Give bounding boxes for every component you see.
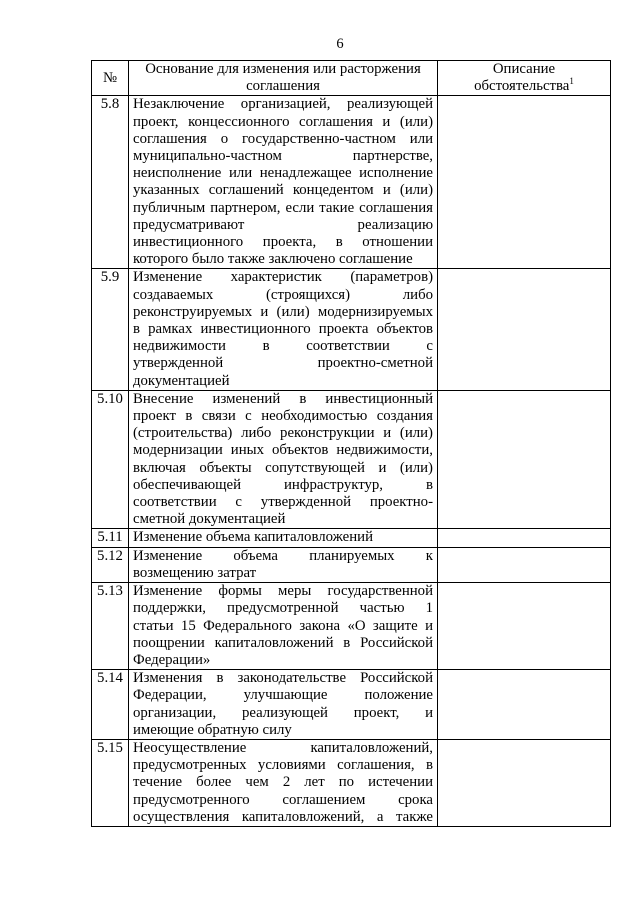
row-text-line: Внесение изменений в инвестиционный: [133, 390, 433, 407]
row-number: 5.11: [92, 529, 129, 547]
row-text-line: Изменение объема планируемых к: [133, 547, 433, 564]
row-text-line: которого было также заключено соглашение: [133, 251, 413, 268]
row-text-line: сметной документацией: [133, 511, 286, 528]
row-basis-text: [129, 529, 438, 547]
row-text-line: Федерации»: [133, 651, 211, 668]
row-text-line: предусмотренного соглашением срока: [133, 791, 433, 808]
row-number: 5.14: [92, 670, 129, 740]
footnote-mark: 1: [569, 76, 574, 87]
row-text-line: соответствии с утвержденной проектно-: [133, 494, 433, 511]
row-text-line: муниципально-частном партнерстве,: [133, 148, 433, 165]
header-number: №: [92, 61, 129, 96]
row-text-line: в рамках инвестиционного проекта объектов: [133, 321, 433, 338]
row-number: 5.12: [92, 547, 129, 582]
row-text-line: неисполнение или ненадлежащее исполнение: [133, 165, 433, 182]
row-description: [438, 390, 611, 529]
row-basis-text: [129, 96, 438, 269]
row-text-line: инвестиционного проекта, в отношении: [133, 234, 433, 251]
row-text-line: предусмотренных условиями соглашения, в: [133, 757, 433, 774]
row-text-line: возмещению затрат: [133, 564, 257, 581]
table-row: [92, 739, 611, 826]
table-row: [92, 269, 611, 390]
row-basis-text: [129, 390, 438, 529]
row-text-line: Изменение формы меры государственной: [133, 583, 433, 600]
row-text-line: течение более чем 2 лет по истечении: [133, 774, 433, 791]
page-number: 6: [336, 36, 344, 52]
row-number: 5.15: [92, 739, 129, 826]
row-text-line: Изменения в законодательстве Российской: [133, 670, 433, 687]
row-basis-text: [129, 547, 438, 582]
table-row: [92, 547, 611, 582]
row-text-line: модернизации иных объектов недвижимости,: [133, 442, 433, 459]
row-text-line: Федерации, улучшающие положение: [133, 687, 433, 704]
row-text-line: имеющие обратную силу: [133, 721, 292, 738]
row-text-line: обеспечивающей инфраструктур, в: [133, 476, 433, 493]
row-text-line: реконструируемых и (или) модернизируемых: [133, 303, 433, 320]
row-description: [438, 739, 611, 826]
header-basis-line: соглашения: [246, 78, 320, 95]
header-description-word: обстоятельства: [474, 78, 570, 95]
row-text-line: создаваемых (строящихся) либо: [133, 286, 433, 303]
row-description: [438, 269, 611, 390]
row-text-line: недвижимости в соответствии с: [133, 338, 433, 355]
table-row: [92, 670, 611, 740]
row-text-line: проект, концессионного соглашения и (или): [133, 113, 433, 130]
row-text-line: поощрении капиталовложений в Российской: [133, 634, 433, 651]
header-description-line: [442, 78, 606, 95]
header-basis-line: Основание для изменения или расторжения: [145, 61, 421, 77]
row-basis-text: [129, 739, 438, 826]
row-text-line: документацией: [133, 372, 230, 389]
row-basis-text: [129, 269, 438, 390]
row-text-line: (строительства) либо реконструкции и (или): [133, 425, 433, 442]
row-basis-text: [129, 670, 438, 740]
table-row: [92, 529, 611, 547]
row-text-line: указанных соглашений концедентом и (или): [133, 182, 433, 199]
grounds-table: [91, 60, 611, 827]
row-number: 5.9: [92, 269, 129, 390]
row-text-line: Незаключение организацией, реализующей: [133, 96, 433, 113]
row-text-line: публичным партнером, если такие соглашения: [133, 199, 433, 216]
row-description: [438, 583, 611, 670]
row-number: 5.13: [92, 583, 129, 670]
row-description: [438, 529, 611, 547]
table-row: [92, 583, 611, 670]
header-description-line: Описание: [492, 61, 556, 77]
row-description: [438, 547, 611, 582]
row-text-line: предусматривают реализацию: [133, 216, 433, 233]
row-basis-text: [129, 583, 438, 670]
row-text-line: Изменение объема капиталовложений: [133, 529, 374, 546]
row-number: 5.8: [92, 96, 129, 269]
row-text-line: статьи 15 Федерального закона «О защите и: [133, 617, 433, 634]
header-basis: [129, 61, 438, 96]
row-text-line: поддержки, предусмотренной частью 1: [133, 600, 433, 617]
row-text-line: проект в связи с необходимостью создания: [133, 408, 433, 425]
row-text-line: утвержденной проектно-сметной: [133, 355, 433, 372]
row-description: [438, 670, 611, 740]
row-text-line: Изменение характеристик (параметров): [133, 269, 433, 286]
header-description: [438, 61, 611, 96]
row-description: [438, 96, 611, 269]
row-text-line: включая объекты сопутствующей и (или): [133, 459, 433, 476]
table-row: [92, 390, 611, 529]
row-text-line: организации, реализующей проект, и: [133, 704, 433, 721]
row-text-line: соглашения о государственно-частном или: [133, 130, 433, 147]
table-body: [92, 96, 611, 827]
row-number: 5.10: [92, 390, 129, 529]
row-text-line: Неосуществление капиталовложений,: [133, 739, 433, 756]
table-header-row: [92, 61, 611, 96]
table-row: [92, 96, 611, 269]
row-text-line: осуществления капиталовложений, а также: [133, 808, 433, 825]
